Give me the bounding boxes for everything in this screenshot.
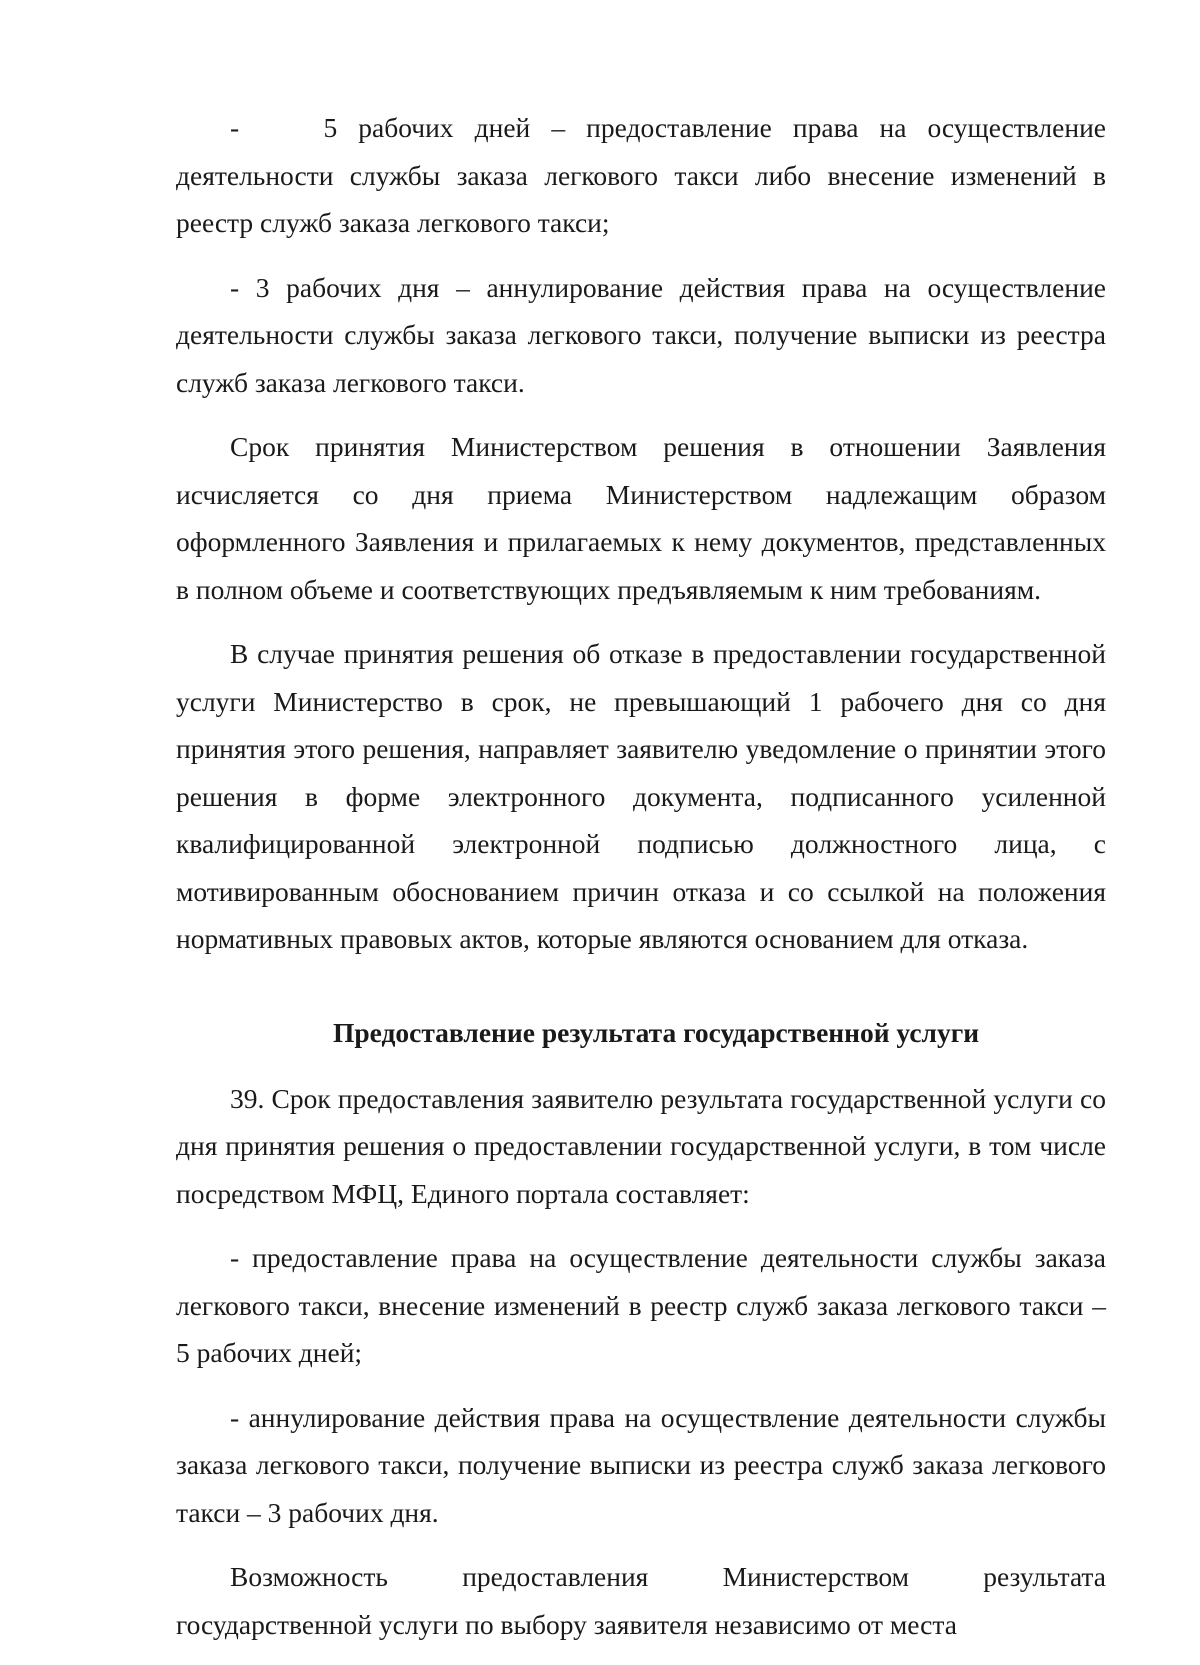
section-heading: Предоставление результата государственной услуги (332, 1016, 980, 1048)
paragraph-refusal: В случае принятия решения об отказе в предоставлении государственной услуги Министерство в срок, не превышающий 1 рабочего дня со дня принятия этого решения, направляет заявителю уведомление о принятии этого решения в форме электронного документа, подписанного усиленной квалифицированной электронной подписью должностного лица, с мотивированным обоснованием причин отказа и со ссылкой на положения нормативных правовых актов, которые являются основанием для отказа. (176, 638, 1106, 954)
list-item-annulment: - аннулирование действия права на осуществление деятельности службы заказа легкового такси, получение выписки из реестра служб заказа легкового такси – 3 рабочих дня. (176, 1401, 1106, 1528)
paragraph-possibility: Возможность предоставления Министерством результата государственной услуги по выбору заявителя независимо от места (176, 1561, 1106, 1640)
list-item-five-days: - 5 рабочих дней – предоставление права на осуществление деятельности службы заказа легкового такси либо внесение изменений в реестр служб заказа легкового такси; (176, 112, 1106, 238)
paragraph-39: 39. Срок предоставления заявителю результата государственной услуги со дня принятия решения о предоставлении государственной услуги, в том числе посредством МФЦ, Единого портала составляет: (176, 1082, 1106, 1209)
list-item-grant-rights: - предоставление права на осуществление деятельности службы заказа легкового такси, внесение изменений в реестр служб заказа легкового такси – 5 рабочих дней; (176, 1242, 1106, 1368)
list-item-three-days: - 3 рабочих дня – аннулирование действия права на осуществление деятельности службы заказа легкового такси, получение выписки из реестра служб заказа легкового такси. (176, 271, 1106, 398)
paragraph-decision-term: Срок принятия Министерством решения в отношении Заявления исчисляется со дня приема Министерством надлежащим образом оформленного Заявления и прилагаемых к нему документов, представленных в полном объеме и соответствующих предъявляемым к ним требованиям. (176, 431, 1106, 605)
